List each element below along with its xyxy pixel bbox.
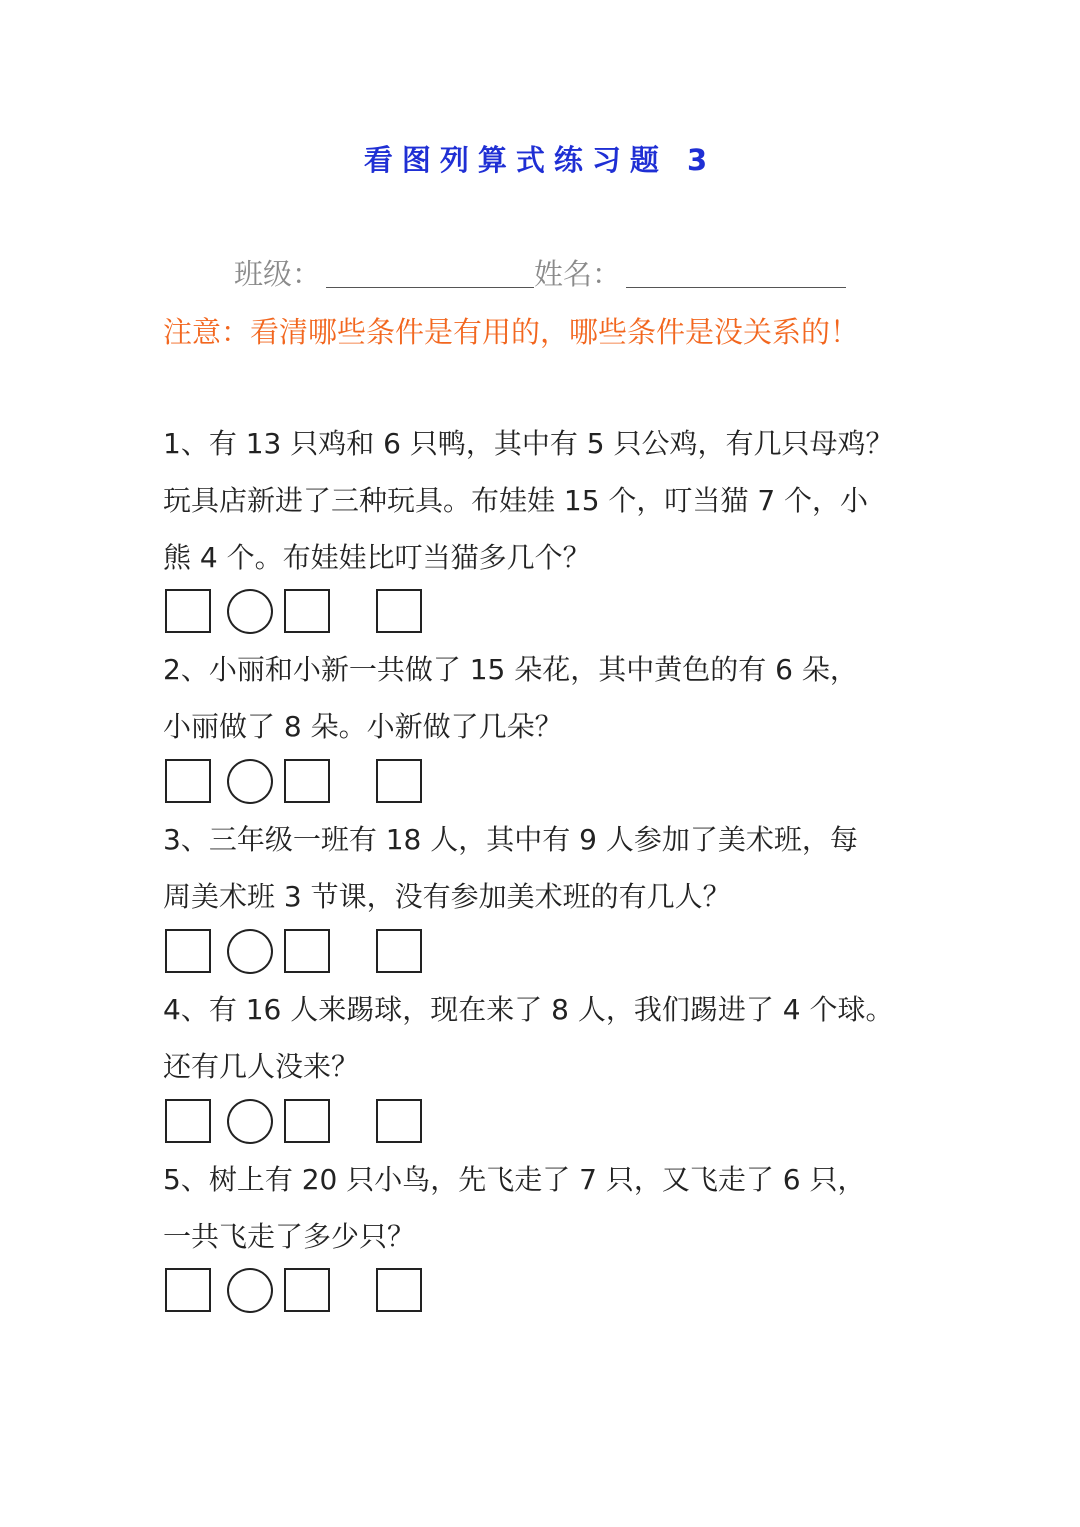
question-1: [163, 415, 933, 586]
question-line: 周美术班 3 节课，没有参加美术班的有几人？: [163, 880, 731, 913]
notice-text: 注意：看清哪些条件是有用的，哪些条件是没关系的！: [163, 315, 860, 349]
operand-box[interactable]: [284, 929, 330, 973]
answer-row-4: [165, 1099, 435, 1147]
result-box[interactable]: [376, 759, 422, 803]
question-3: [163, 811, 933, 925]
question-line: 5、树上有 20 只小鸟，先飞走了 7 只，又飞走了 6 只，: [163, 1163, 866, 1196]
answer-row-1: [165, 589, 435, 637]
operator-circle[interactable]: [227, 589, 273, 634]
result-box[interactable]: [376, 589, 422, 633]
operand-box[interactable]: [165, 1099, 211, 1143]
question-line: 还有几人没来？: [163, 1050, 360, 1083]
operand-box[interactable]: [284, 1268, 330, 1312]
operator-circle[interactable]: [227, 1268, 273, 1313]
operator-circle[interactable]: [227, 759, 273, 804]
question-line: 玩具店新进了三种玩具。布娃娃 15 个，叮当猫 7 个，小: [163, 484, 869, 517]
question-line: 1、有 13 只鸡和 6 只鸭，其中有 5 只公鸡，有几只母鸡？: [163, 427, 894, 460]
question-line: 熊 4 个。布娃娃比叮当猫多几个？: [163, 541, 591, 574]
operand-box[interactable]: [165, 1268, 211, 1312]
question-5: [163, 1151, 933, 1265]
operand-box[interactable]: [284, 589, 330, 633]
class-label: 班级：: [234, 257, 322, 291]
operator-circle[interactable]: [227, 929, 273, 974]
worksheet-title: 看图列算式练习题 3: [363, 143, 717, 177]
operand-box[interactable]: [284, 759, 330, 803]
student-info-row: [234, 252, 874, 296]
question-line: 一共飞走了多少只？: [163, 1220, 416, 1253]
result-box[interactable]: [376, 929, 422, 973]
answer-row-3: [165, 929, 435, 977]
answer-row-5: [165, 1268, 435, 1316]
question-line: 4、有 16 人来踢球，现在来了 8 人，我们踢进了 4 个球。: [163, 993, 894, 1026]
operand-box[interactable]: [284, 1099, 330, 1143]
name-label: 姓名：: [534, 257, 622, 291]
class-blank-line[interactable]: [326, 287, 534, 288]
operand-box[interactable]: [165, 589, 211, 633]
name-blank-line[interactable]: [626, 287, 846, 288]
result-box[interactable]: [376, 1268, 422, 1312]
question-4: [163, 981, 933, 1095]
answer-row-2: [165, 759, 435, 807]
question-2: [163, 641, 933, 755]
question-line: 3、三年级一班有 18 人，其中有 9 人参加了美术班，每: [163, 823, 858, 856]
question-line: 2、小丽和小新一共做了 15 朵花，其中黄色的有 6 朵，: [163, 653, 858, 686]
operator-circle[interactable]: [227, 1099, 273, 1144]
result-box[interactable]: [376, 1099, 422, 1143]
question-line: 小丽做了 8 朵。小新做了几朵？: [163, 710, 563, 743]
operand-box[interactable]: [165, 759, 211, 803]
operand-box[interactable]: [165, 929, 211, 973]
